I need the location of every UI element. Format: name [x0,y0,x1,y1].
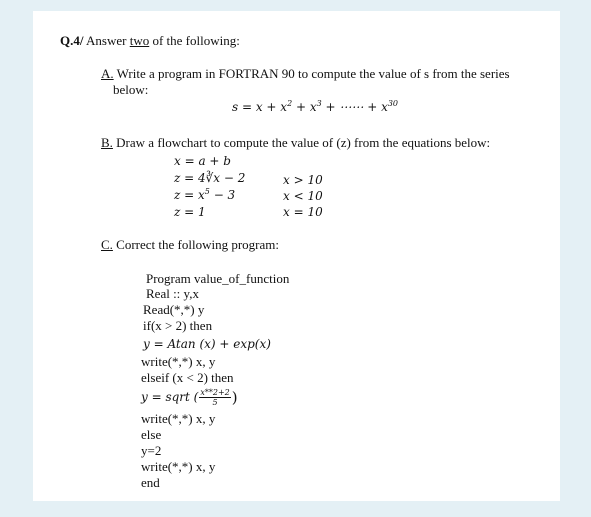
series-sup3: 3 [316,99,322,108]
part-a-line1 [101,66,510,81]
eq2: z = 4∛x − 2 [174,171,246,185]
eq3 [174,188,235,203]
code-line: Real :: y,x [146,286,199,301]
eq4-condition: x = 10 [283,205,323,219]
code-line: end [141,475,160,490]
question-intro-post: of the following: [149,33,240,48]
eq3-condition: x < 10 [283,189,323,203]
code-line: y = Atan (x) + exp(x) [143,337,271,351]
eq4: z = 1 [174,205,206,219]
series-sup30: 30 [387,99,399,108]
part-a-label: A. [101,66,114,81]
part-c-label: C. [101,237,113,252]
code-line: elseif (x < 2) then [141,370,234,385]
question-intro-pre: Answer [86,33,130,48]
code-line: write(*,*) x, y [141,459,216,474]
series-main: s = x + x [232,100,288,114]
part-b-label: B. [101,135,113,150]
sqrt-close: ) [231,388,238,407]
part-a-series-equation [232,100,398,115]
code-line: Program value_of_function [146,271,290,286]
series-plus1: + x [292,100,317,114]
question-intro-emph: two [129,33,150,48]
sqrt-fraction [199,388,230,407]
question-heading [60,33,240,48]
part-c-text: Correct the following program: [112,237,279,252]
part-c-line [101,237,279,252]
fraction-denominator: 5 [212,398,218,407]
code-line: Read(*,*) y [143,302,205,317]
code-line: write(*,*) x, y [141,411,216,426]
code-line: else [141,427,162,442]
sqrt-prefix: y = sqrt ( [141,390,199,404]
eq3-pre: z = x [174,188,205,202]
code-line: if(x > 2) then [143,318,213,333]
eq1: x = a + b [174,154,231,168]
part-a-text-line2: below: [113,82,149,97]
series-plus2: + ⋯⋯ + x [321,100,388,114]
eq2-condition: x > 10 [283,173,323,187]
eq3-sup: 5 [204,187,210,196]
question-number: Q.4/ [60,33,84,48]
part-a-text-line1: Write a program in FORTRAN 90 to compute the value of s from the series [113,66,510,81]
eq3-post: − 3 [209,188,236,202]
series-sup2: 2 [287,99,293,108]
part-b-text: Draw a flowchart to compute the value of (z) from the equations below: [112,135,491,150]
code-line: y=2 [141,443,162,458]
code-line: write(*,*) x, y [141,354,216,369]
code-line-sqrt [141,386,238,409]
fraction-numerator: x**2+2 [200,388,230,397]
part-b-line [101,135,490,150]
